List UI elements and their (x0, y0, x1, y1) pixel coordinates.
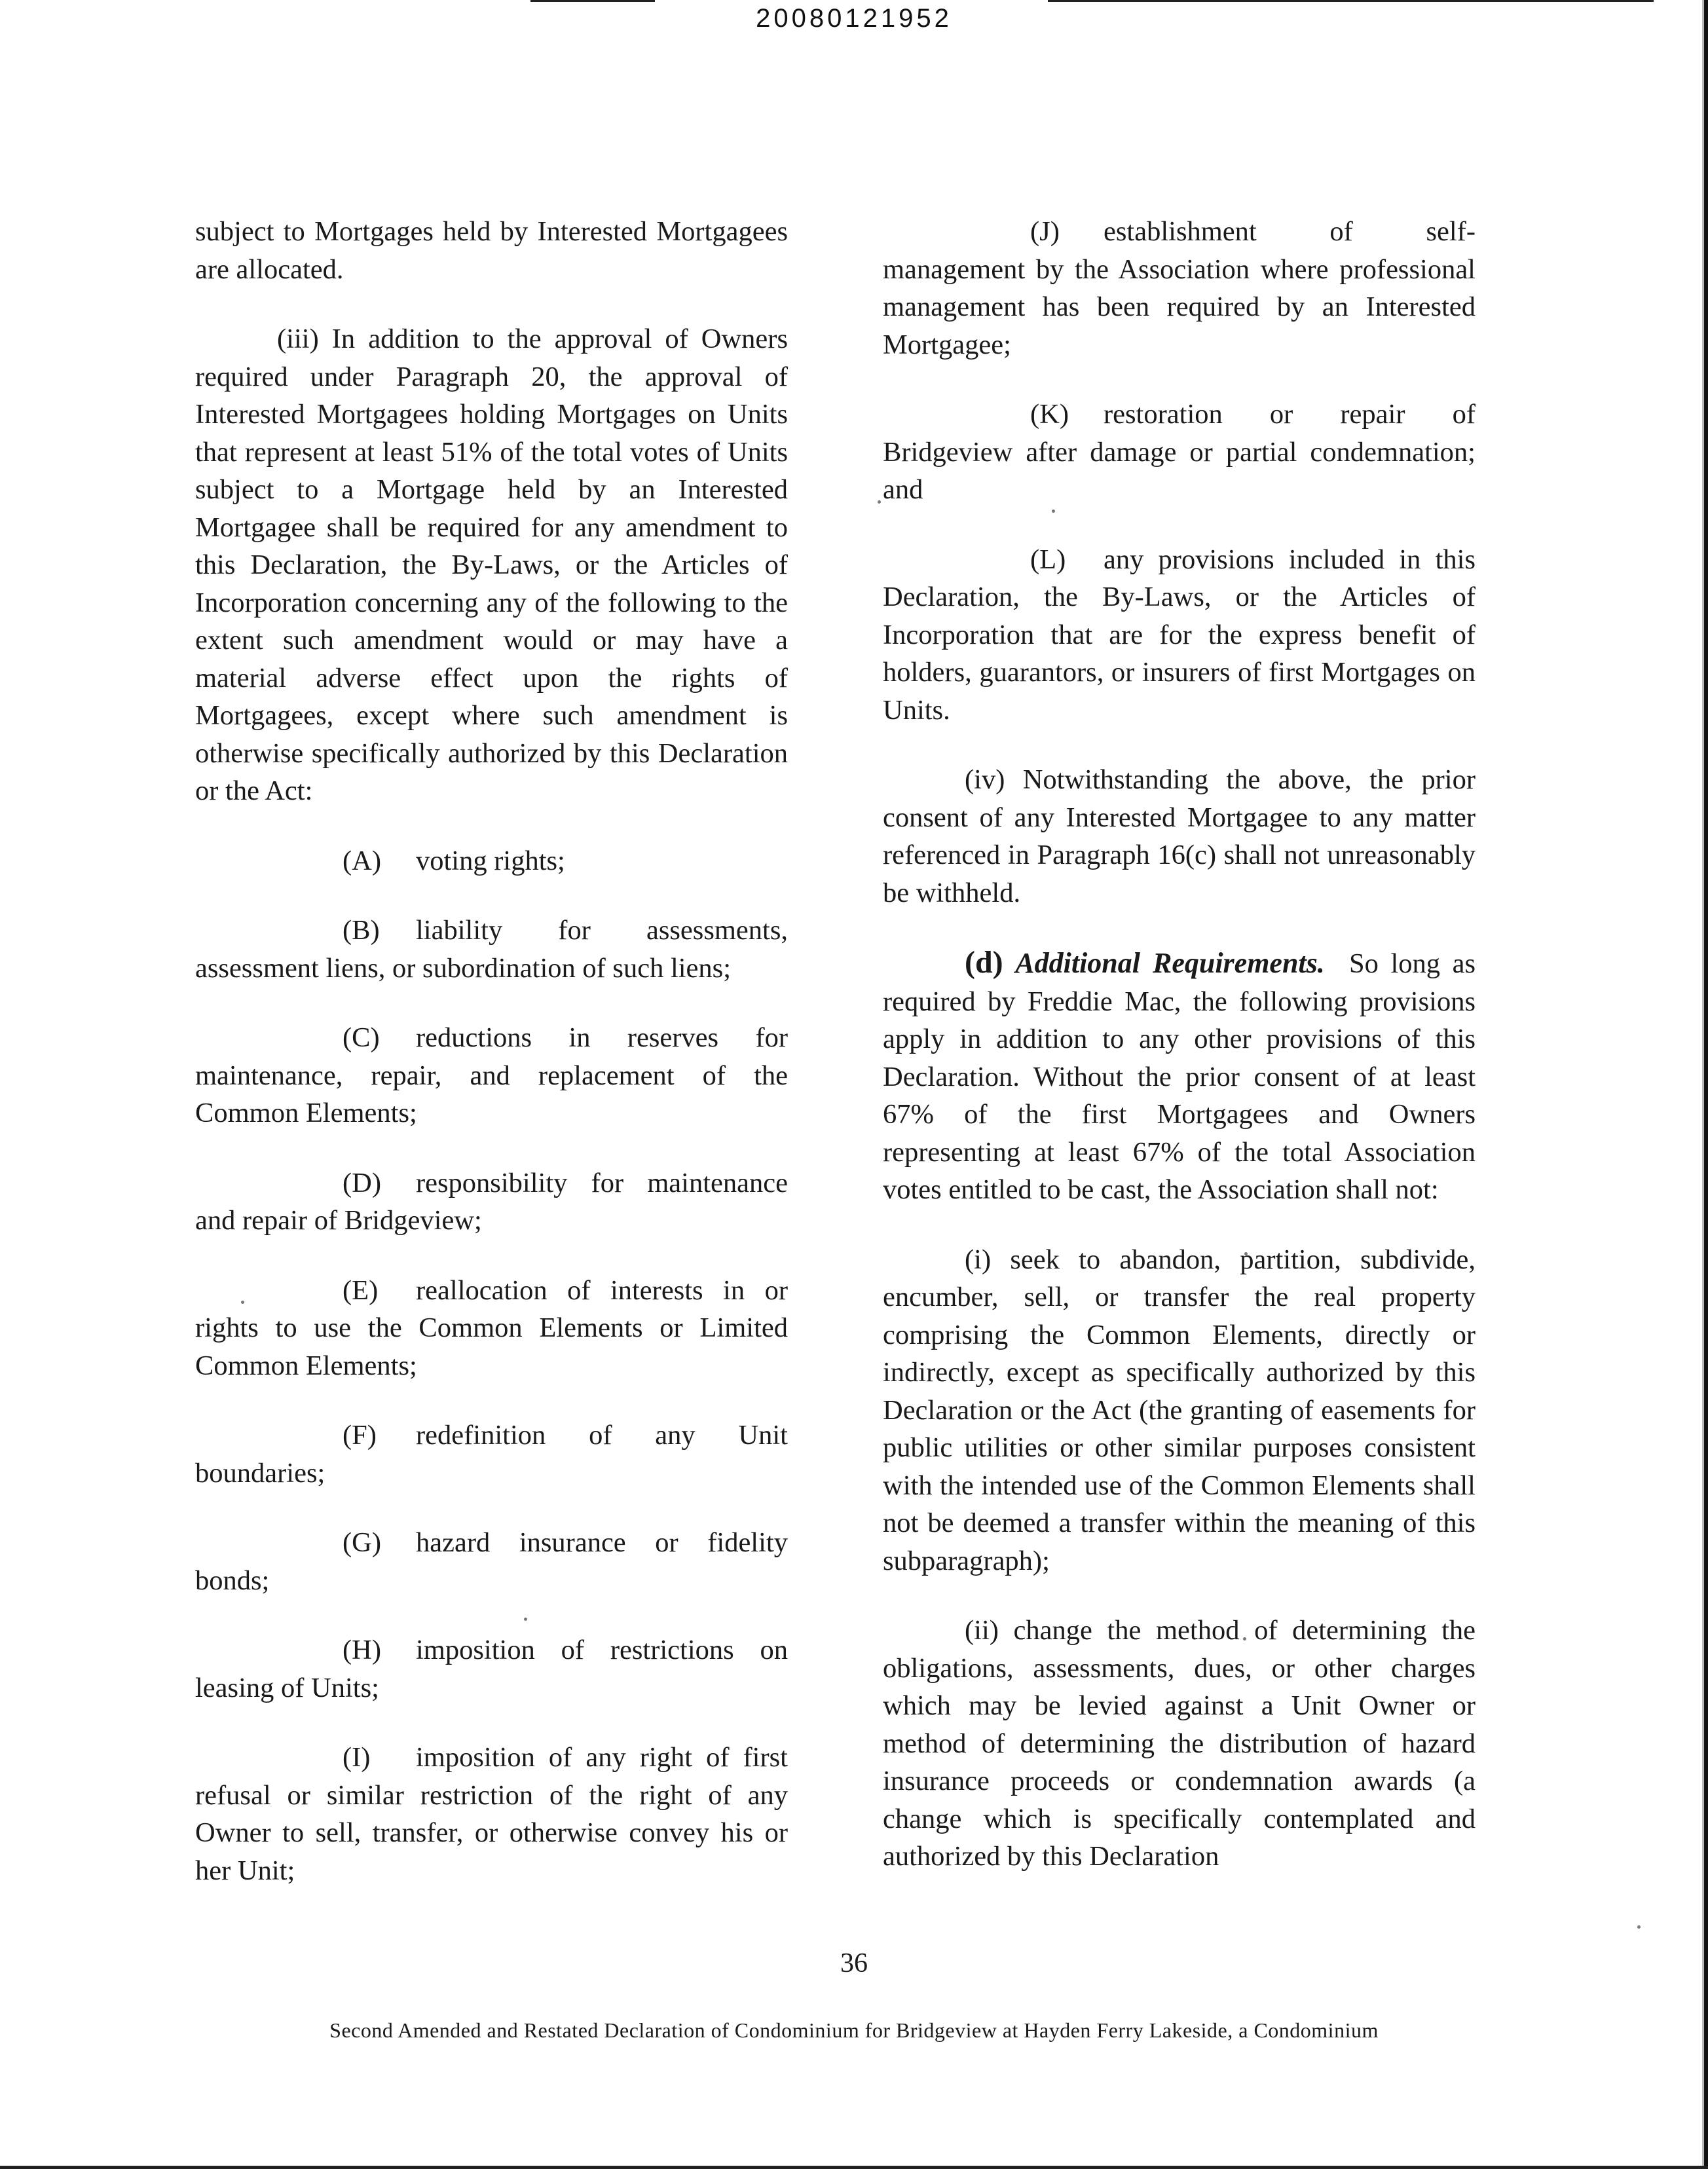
item-j (883, 213, 1476, 363)
item-i (195, 1739, 788, 1889)
item-text: restoration or repair of Bridgeview after damage or partial condemnation; and (883, 399, 1476, 505)
item-label: (I) (343, 1742, 371, 1773)
item-h (195, 1631, 788, 1707)
item-g (195, 1524, 788, 1599)
scan-edge-border (0, 2166, 1708, 2169)
item-text: voting rights; (416, 845, 565, 876)
scan-speck (1637, 1925, 1641, 1929)
section-label: (d) (965, 945, 1003, 980)
item-text: responsibility for maintenance and repair of Bridgeview; (195, 1167, 788, 1236)
section-d (883, 944, 1476, 1209)
paragraph-i: (i) seek to abandon, partition, subdivide, encumber, sell, or transfer the real property comprising the Common Elements, directly or indirectly, except as specifically authorized by this Declaration or the Act (the granting of easements for public utilities or other similar purposes consistent with the intended use of the Common Elements shall not be deemed a transfer within the meaning of this subparagraph); (883, 1244, 1476, 1576)
item-label: (G) (343, 1527, 381, 1558)
item-text: liability for assessments, assessment liens, or subordination of such liens; (195, 915, 788, 984)
item-b (195, 912, 788, 987)
item-label: (E) (343, 1274, 379, 1306)
section-title: Additional Requirements. (1015, 947, 1325, 979)
item-text: establishment of self-management by the Association where professional management has been required by an Interested Mortgagee; (883, 216, 1476, 360)
right-column (883, 213, 1476, 1908)
item-label: (L) (1030, 544, 1066, 575)
item-label: (H) (343, 1635, 381, 1665)
paragraph-iii: (iii) In addition to the approval of Owners required under Paragraph 20, the approval of Interested Mortgagees holding Mortgages on Units that represent at least 51% of the total votes of Units subject to a Mortgage held by an Interested Mortgagee shall be required for any amendment to this Declaration, the By-Laws, or the Articles of Incorporation concerning any of the following to the extent such amendment would or may have a material adverse effect upon the rights of Mortgagees, except where such amendment is otherwise specifically authorized by this Declaration or the Act: (195, 324, 788, 806)
item-label: (K) (1030, 399, 1069, 430)
item-text: any provisions included in this Declaration, the By-Laws, or the Articles of Incorporation that are for the express benefit of holders, guarantors, or insurers of first Mortgages on Units. (883, 544, 1476, 726)
page-number: 36 (840, 1948, 868, 1978)
item-d (195, 1164, 788, 1240)
item-k (883, 396, 1476, 509)
item-a (195, 842, 788, 880)
item-text: reallocation of interests in or rights to use the Common Elements or Limited Common Elements; (195, 1274, 788, 1381)
item-e (195, 1272, 788, 1385)
paragraph-ii: (ii) change the method of determining the obligations, assessments, dues, or other charges which may be levied against a Unit Owner or method of determining the distribution of hazard insurance proceeds or condemnation awards (a change which is specifically contemplated and authorized by this Declaration (883, 1615, 1476, 1872)
item-text: hazard insurance or fidelity bonds; (195, 1527, 788, 1596)
item-c (195, 1019, 788, 1132)
item-f (195, 1417, 788, 1492)
left-column (195, 213, 788, 1921)
item-label: (A) (343, 845, 381, 876)
item-text: reductions in reserves for maintenance, repair, and replacement of the Common Elements; (195, 1022, 788, 1128)
item-text: imposition of restrictions on leasing of Units; (195, 1635, 788, 1703)
scan-speck (878, 500, 881, 504)
item-label: (F) (343, 1420, 377, 1451)
section-text: So long as required by Freddie Mac, the following provisions apply in addition to any other provisions of this Declaration. Without the prior consent of at least 67% of the first Mortgagees and Owners representing at least 67% of the total Association votes entitled to be cast, the Association shall not: (883, 948, 1476, 1205)
item-label: (C) (343, 1022, 380, 1053)
item-l (883, 541, 1476, 730)
paragraph-iv: (iv) Notwithstanding the above, the prior consent of any Interested Mortgagee to any matter referenced in Paragraph 16(c) shall not unreasonably be withheld. (883, 764, 1476, 908)
footer-title: Second Amended and Restated Declaration of Condominium for Bridgeview at Hayden Ferry Lakeside, a Condominium (329, 2018, 1379, 2042)
item-text: redefinition of any Unit boundaries; (195, 1420, 788, 1489)
item-label: (J) (1030, 216, 1060, 247)
document-number: 20080121952 (756, 4, 952, 33)
scan-edge-border (1704, 0, 1708, 2169)
item-label: (D) (343, 1167, 381, 1198)
paragraph-continuation: subject to Mortgages held by Interested Mortgagees are allocated. (195, 216, 788, 285)
item-text: imposition of any right of first refusal or similar restriction of the right of any Owner to sell, transfer, or otherwise convey his or her Unit; (195, 1742, 788, 1886)
item-label: (B) (343, 915, 380, 946)
